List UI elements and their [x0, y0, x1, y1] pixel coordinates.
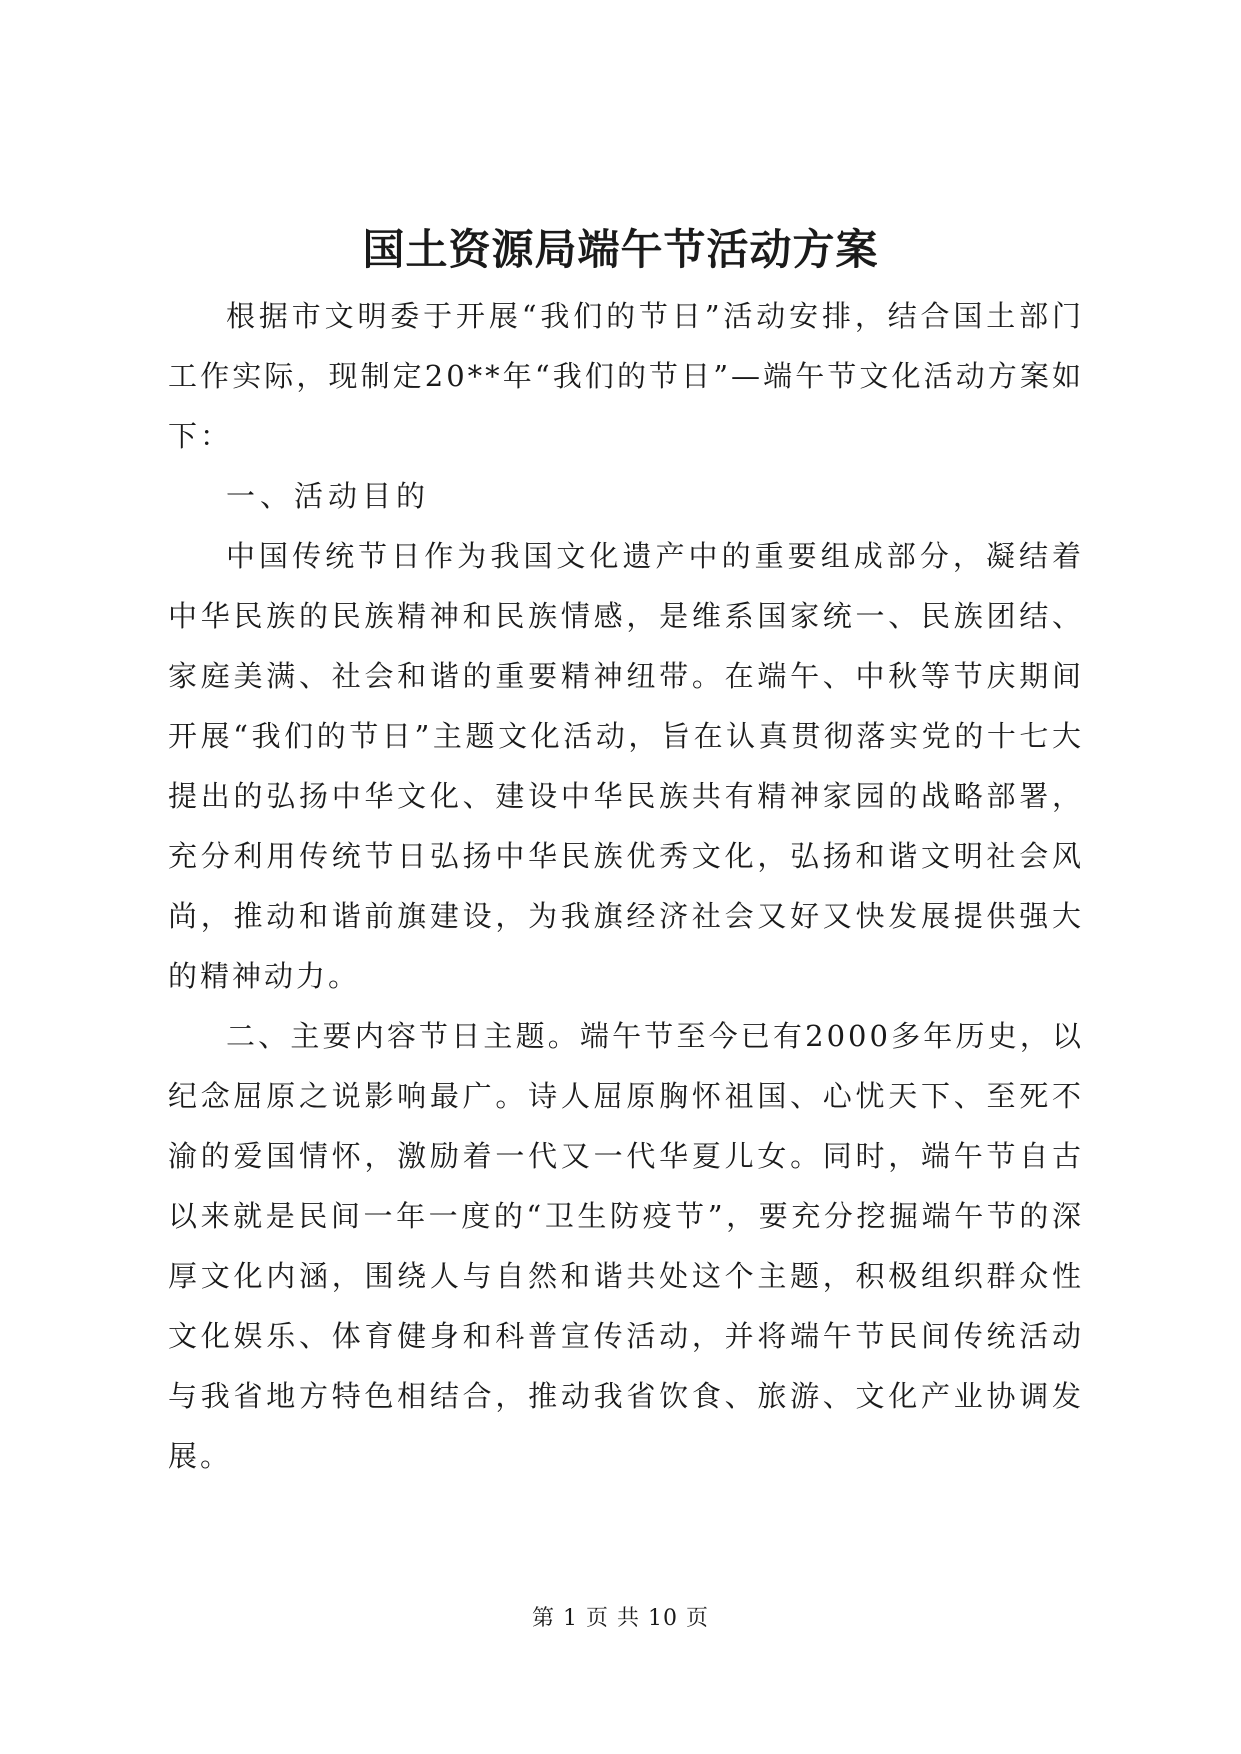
purpose-paragraph: 中国传统节日作为我国文化遗产中的重要组成部分，凝结着中华民族的民族精神和民族情感，是维系国家统一、民族团结、家庭美满、社会和谐的重要精神纽带。在端午、中秋等节庆期间开展“我们的节日”主题文化活动，旨在认真贯彻落实党的十七大提出的弘扬中华文化、建设中华民族共有精神家园的战略部署，充分利用传统节日弘扬中华民族优秀文化，弘扬和谐文明社会风尚，推动和谐前旗建设，为我旗经济社会又好又快发展提供强大的精神动力。	[168, 539, 1084, 993]
main-content-paragraph: 二、主要内容节日主题。端午节至今已有2000多年历史，以纪念屈原之说影响最广。诗人屈原胸怀祖国、心忧天下、至死不渝的爱国情怀，激励着一代又一代华夏儿女。同时，端午节自古以来就是民间一年一度的“卫生防疫节”，要充分挖掘端午节的深厚文化内涵，围绕人与自然和谐共处这个主题，积极组织群众性文化娱乐、体育健身和科普宣传活动，并将端午节民间传统活动与我省地方特色相结合，推动我省饮食、旅游、文化产业协调发展。	[168, 1019, 1084, 1473]
document-title: 国土资源局端午节活动方案	[362, 225, 879, 274]
document-body	[168, 286, 1084, 1486]
intro-paragraph: 根据市文明委于开展“我们的节日”活动安排，结合国土部门工作实际，现制定20**年“我们的节日”—端午节文化活动方案如下：	[168, 299, 1084, 453]
section-heading-purpose: 一、活动目的	[226, 479, 431, 513]
page-number-footer: 第 1 页 共 10 页	[532, 1606, 709, 1631]
